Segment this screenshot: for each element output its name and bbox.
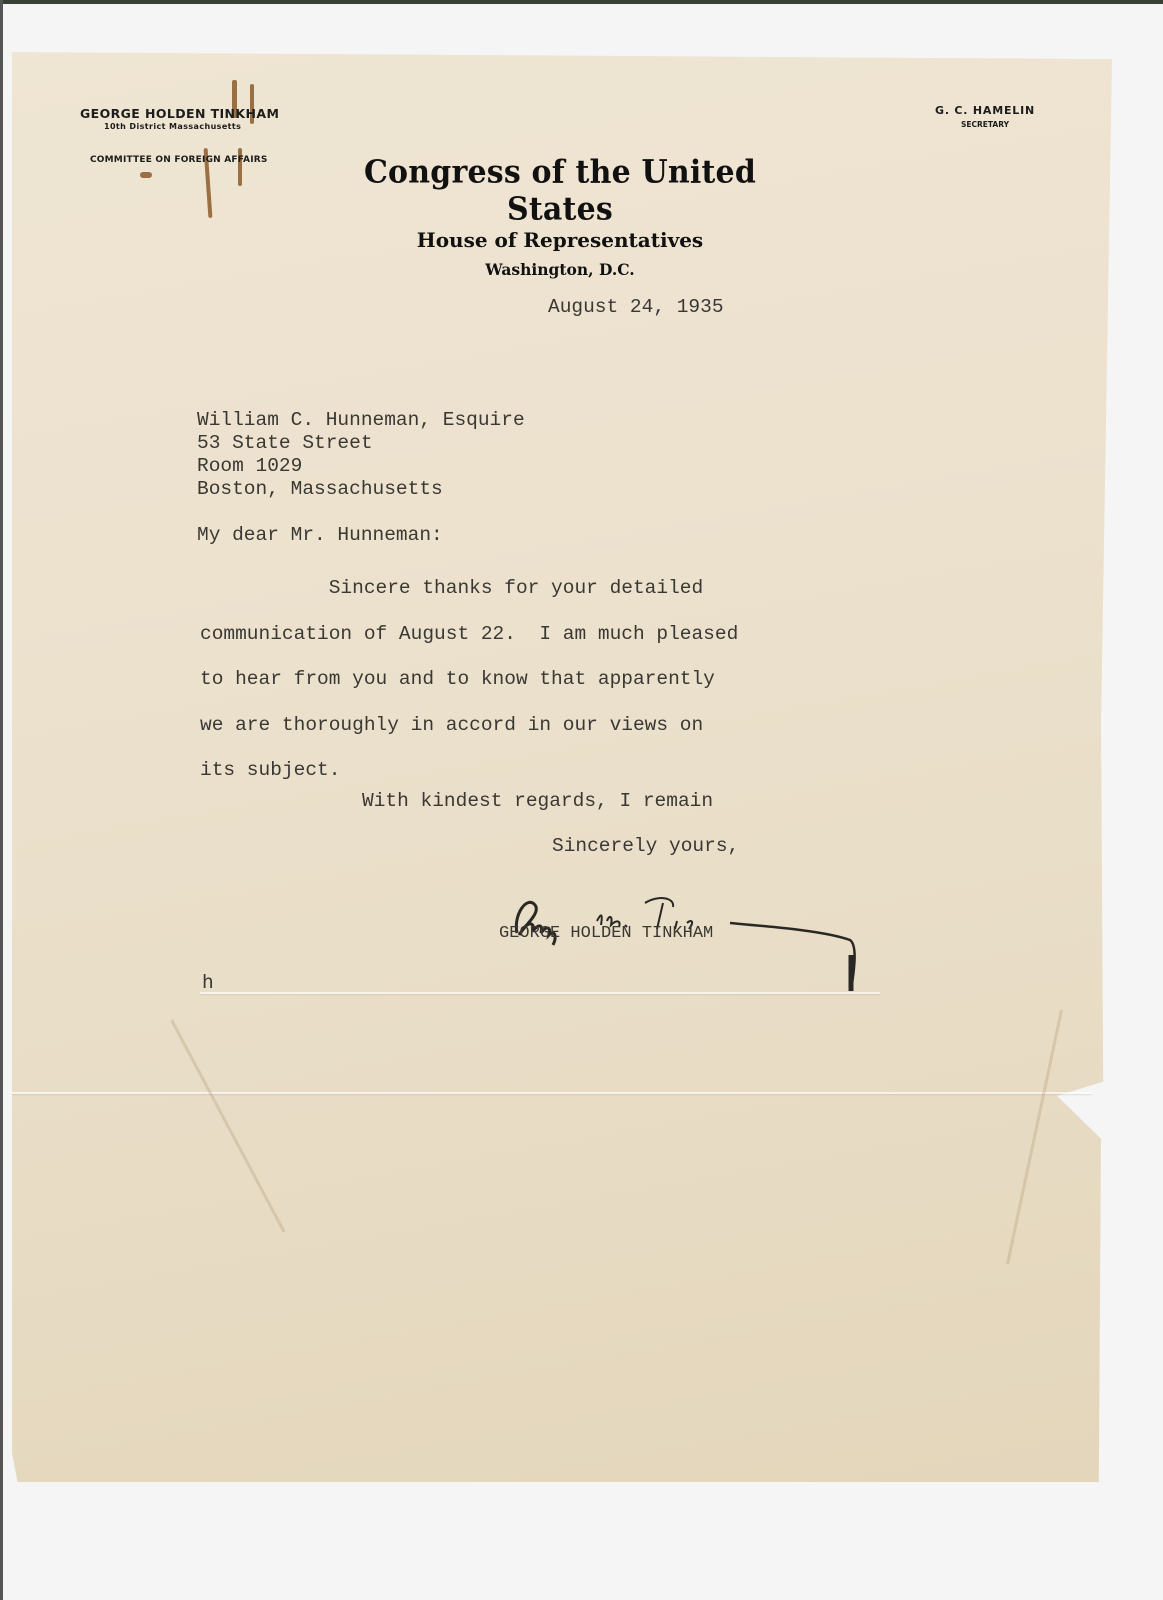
scan-border-left	[0, 0, 3, 1600]
body-line: its subject.	[200, 759, 341, 781]
signer-name: GEORGE HOLDEN TINKHAM	[499, 924, 714, 943]
letterhead-secretary-block	[930, 104, 1040, 129]
body-line: we are thoroughly in accord in our views on	[200, 713, 704, 736]
body-line: communication of August 22. I am much pleased	[200, 622, 739, 645]
recipient-name: William C. Hunneman, Esquire	[197, 409, 525, 431]
body-line: to hear from you and to know that apparently	[200, 668, 715, 690]
fold-line	[12, 1092, 1092, 1094]
scan-border-top	[0, 0, 1163, 4]
valediction: Sincerely yours,	[552, 835, 740, 857]
letterhead-city: Washington, D.C.	[485, 260, 635, 279]
member-name: GEORGE HOLDEN TINKHAM	[80, 106, 280, 121]
salutation: My dear Mr. Hunneman:	[197, 524, 443, 546]
closing-line: With kindest regards, I remain	[362, 790, 714, 812]
member-district: 10th District Massachusetts	[104, 122, 242, 131]
institution-title: Congress of the United States	[363, 154, 757, 228]
typist-initials: h	[202, 972, 214, 994]
secretary-name: G. C. HAMELIN	[934, 104, 1035, 117]
body-line: Sincere thanks for your detailed	[200, 577, 704, 599]
committee-name: COMMITTEE ON FOREIGN AFFAIRS	[90, 155, 268, 165]
ink-stain-mark	[140, 172, 152, 178]
letterhead-title-block	[330, 156, 790, 279]
chamber-title: House of Representatives	[416, 228, 704, 252]
secretary-title: SECRETARY	[960, 120, 1010, 129]
letterhead-member-block	[80, 106, 279, 165]
letter-body	[200, 566, 738, 794]
recipient-street: 53 State Street	[197, 432, 373, 454]
recipient-room: Room 1029	[197, 455, 303, 477]
recipient-address	[197, 409, 525, 501]
recipient-city: Boston, Massachusetts	[197, 478, 443, 500]
letter-date: August 24, 1935	[548, 296, 724, 318]
